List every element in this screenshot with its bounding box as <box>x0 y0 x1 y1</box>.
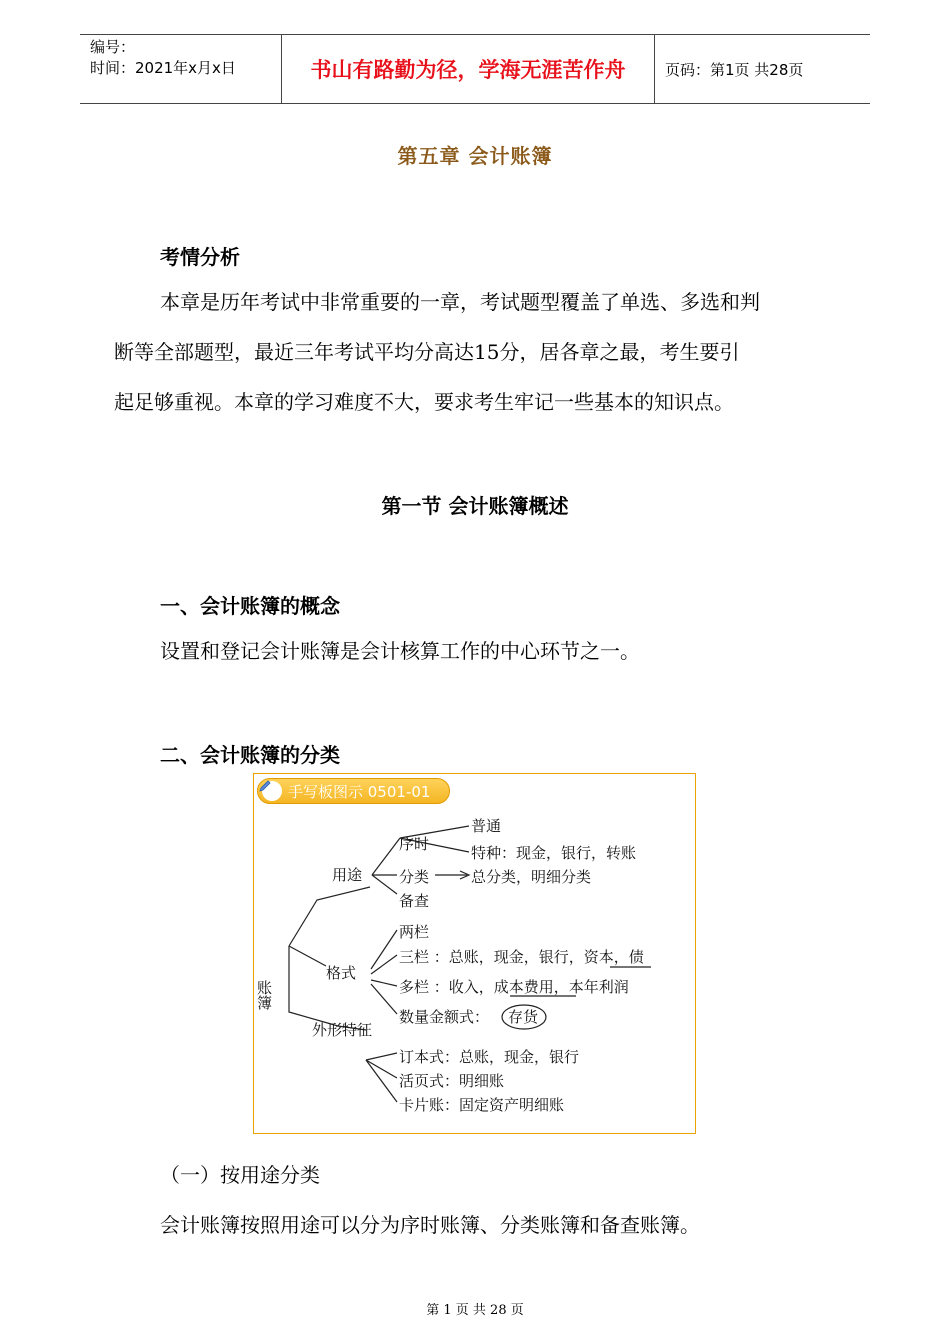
exam-analysis-line-1: 本章是历年考试中非常重要的一章，考试题型覆盖了单选、多选和判 <box>160 290 760 314</box>
chapter-title: 第五章 会计账簿 <box>397 144 553 168</box>
header-motto: 书山有路勤为径，学海无涯苦作舟 <box>282 35 655 103</box>
number-label: 编号： <box>90 38 136 56</box>
by-usage-text: 会计账簿按照用途可以分为序时账簿、分类账簿和备查账簿。 <box>160 1213 700 1237</box>
classification-diagram <box>253 773 696 1134</box>
label-category: 分类 <box>399 868 430 886</box>
label-special: 特种：现金，银行，转账 <box>471 844 637 862</box>
section-title: 第一节 会计账簿概述 <box>381 494 569 518</box>
diagram-banner-text: 手写板图示 0501-01 <box>288 782 431 801</box>
label-general: 普通 <box>471 817 502 835</box>
exam-analysis-heading: 考情分析 <box>160 245 240 269</box>
concept-text: 设置和登记会计账簿是会计核算工作的中心环节之一。 <box>160 639 640 663</box>
label-two-column: 两栏 <box>399 923 430 941</box>
time-label: 时间：2021年x月x日 <box>90 59 236 77</box>
label-multi-column: 多栏 ：收入，成本费用，本年利润 <box>399 978 629 996</box>
classification-heading: 二、会计账簿的分类 <box>160 743 340 767</box>
diagram-banner <box>257 778 450 804</box>
label-quantity-amount: 数量金额式： <box>399 1008 490 1026</box>
label-appearance: 外形特征 <box>312 1021 373 1039</box>
label-usage: 用途 <box>332 866 363 884</box>
exam-analysis-line-2: 断等全部题型，最近三年考试平均分高达15分，居各章之最，考生要引 <box>114 340 740 364</box>
label-sequential: 序时 <box>399 835 430 853</box>
label-inventory: 存货 <box>508 1008 539 1026</box>
label-category-detail: 总分类，明细分类 <box>471 868 592 886</box>
header-left-cell <box>80 35 282 103</box>
label-format: 格式 <box>326 964 357 982</box>
label-card: 卡片账：固定资产明细账 <box>399 1096 565 1114</box>
header-table <box>80 34 870 104</box>
diagram-lines <box>254 774 695 1133</box>
concept-heading: 一、会计账簿的概念 <box>160 594 340 618</box>
pen-icon <box>262 781 282 801</box>
page-footer: 第 1 页 共 28 页 <box>426 1303 524 1318</box>
label-loose-leaf: 活页式：明细账 <box>399 1072 505 1090</box>
label-memo: 备查 <box>399 892 430 910</box>
label-root: 账簿 <box>255 980 273 1010</box>
by-usage-heading: （一）按用途分类 <box>160 1163 320 1187</box>
exam-analysis-line-3: 起足够重视。本章的学习难度不大，要求考生牢记一些基本的知识点。 <box>114 390 734 414</box>
label-bound: 订本式：总账，现金，银行 <box>399 1048 580 1066</box>
label-three-column: 三栏 ：总账，现金，银行，资本，债 <box>399 948 644 966</box>
header-page-info: 页码：第1页 共28页 <box>665 60 804 79</box>
pen-glyph <box>258 779 272 793</box>
